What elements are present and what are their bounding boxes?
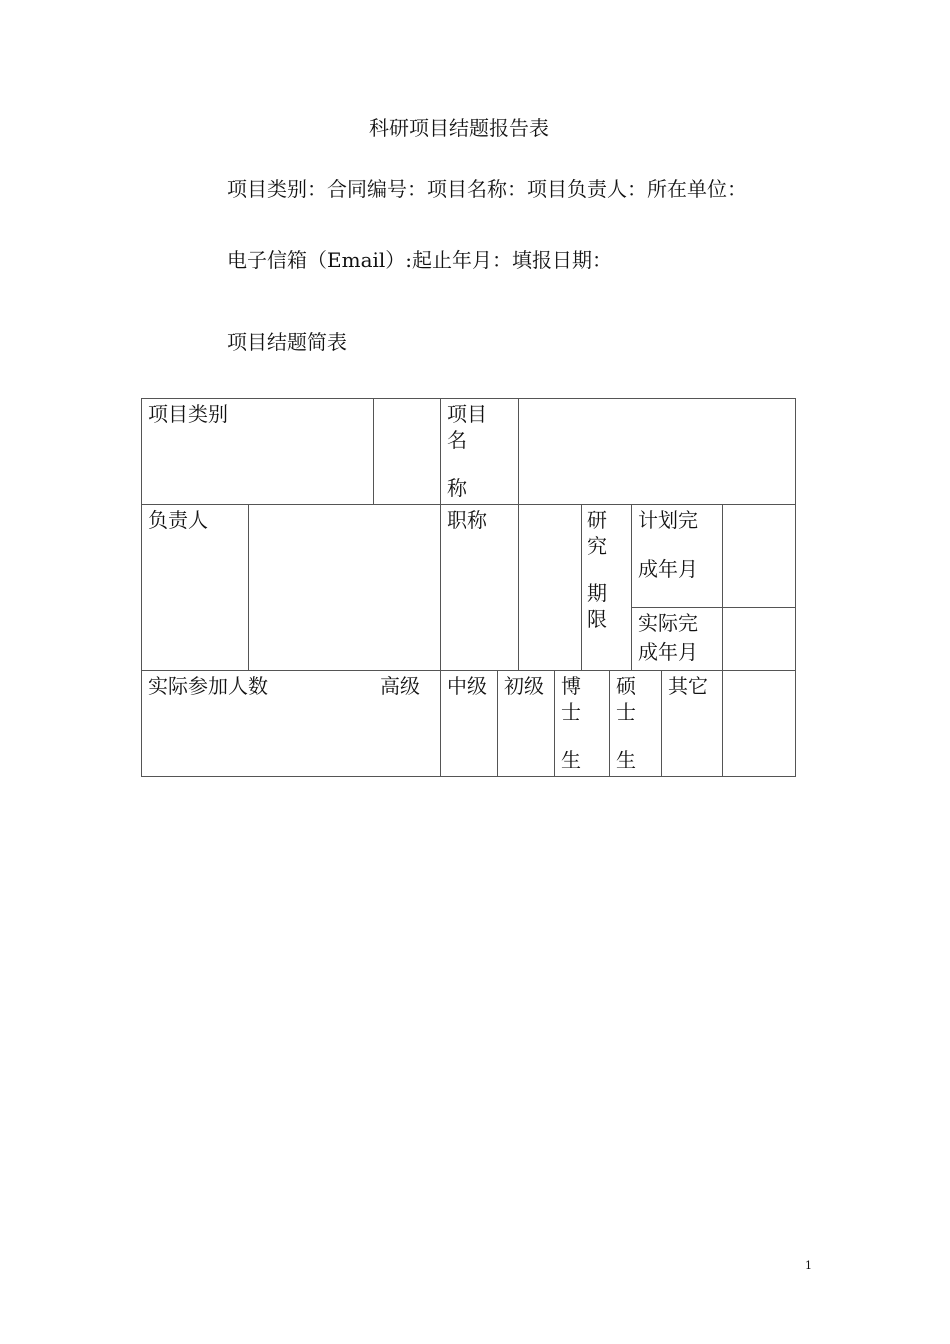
table-rule-r3-a [440,670,441,776]
info-line-1: 项目类别：合同编号：项目名称：项目负责人：所在单位： [227,177,747,201]
job-title-label: 职称 [447,508,487,532]
table-border-top [141,398,796,399]
other-label: 其它 [668,674,708,698]
research-period-char-4: 限 [587,607,607,631]
junior-label: 初级 [504,674,544,698]
table-rule-r1-a [373,398,374,504]
table-border-right [795,398,796,777]
project-name-label-3: 称 [447,476,467,500]
section-title: 项目结题简表 [227,330,347,354]
table-rule-row2 [141,670,796,671]
master-char-3: 生 [616,748,636,772]
table-rule-r3-e [661,670,662,776]
info-line-2: 电子信箱（Email）:起止年月：填报日期： [227,248,613,272]
table-border-bottom [141,776,796,777]
leader-label: 负责人 [148,508,208,532]
research-period-char-3: 期 [587,581,607,605]
project-category-label: 项目类别 [148,402,228,426]
research-period-char-1: 研 [587,508,607,532]
table-rule-r2-f [722,504,723,670]
table-rule-r3-f [722,670,723,776]
actual-completion-line-1: 实际完 [638,611,698,635]
participants-label: 实际参加人数 [148,674,268,698]
master-char-2: 士 [616,700,636,724]
master-char-1: 硕 [616,674,636,698]
actual-completion-line-2: 成年月 [638,640,698,664]
table-rule-r3-d [609,670,610,776]
table-rule-r2-e [631,504,632,670]
phd-char-1: 博 [561,674,581,698]
page-title: 科研项目结题报告表 [369,116,549,140]
table-border-left [141,398,142,777]
table-rule-r1-c [518,398,519,504]
table-rule-r3-c [554,670,555,776]
planned-completion-line-2: 成年月 [638,557,698,581]
phd-char-2: 士 [561,700,581,724]
project-name-label-2: 名 [447,428,467,452]
planned-completion-line-1: 计划完 [638,508,698,532]
table-rule-r2-b [440,504,441,670]
table-rule-completion [631,607,796,608]
table-rule-r2-d [581,504,582,670]
phd-char-3: 生 [561,748,581,772]
table-rule-r2-a [248,504,249,670]
senior-label: 高级 [380,674,420,698]
table-rule-r3-b [497,670,498,776]
page-number: 1 [805,1259,812,1272]
intermediate-label: 中级 [447,674,487,698]
table-rule-row1 [141,504,796,505]
research-period-char-2: 究 [587,534,607,558]
table-rule-r1-b [440,398,441,504]
table-rule-r2-c [518,504,519,670]
project-name-label-1: 项目 [447,402,487,426]
